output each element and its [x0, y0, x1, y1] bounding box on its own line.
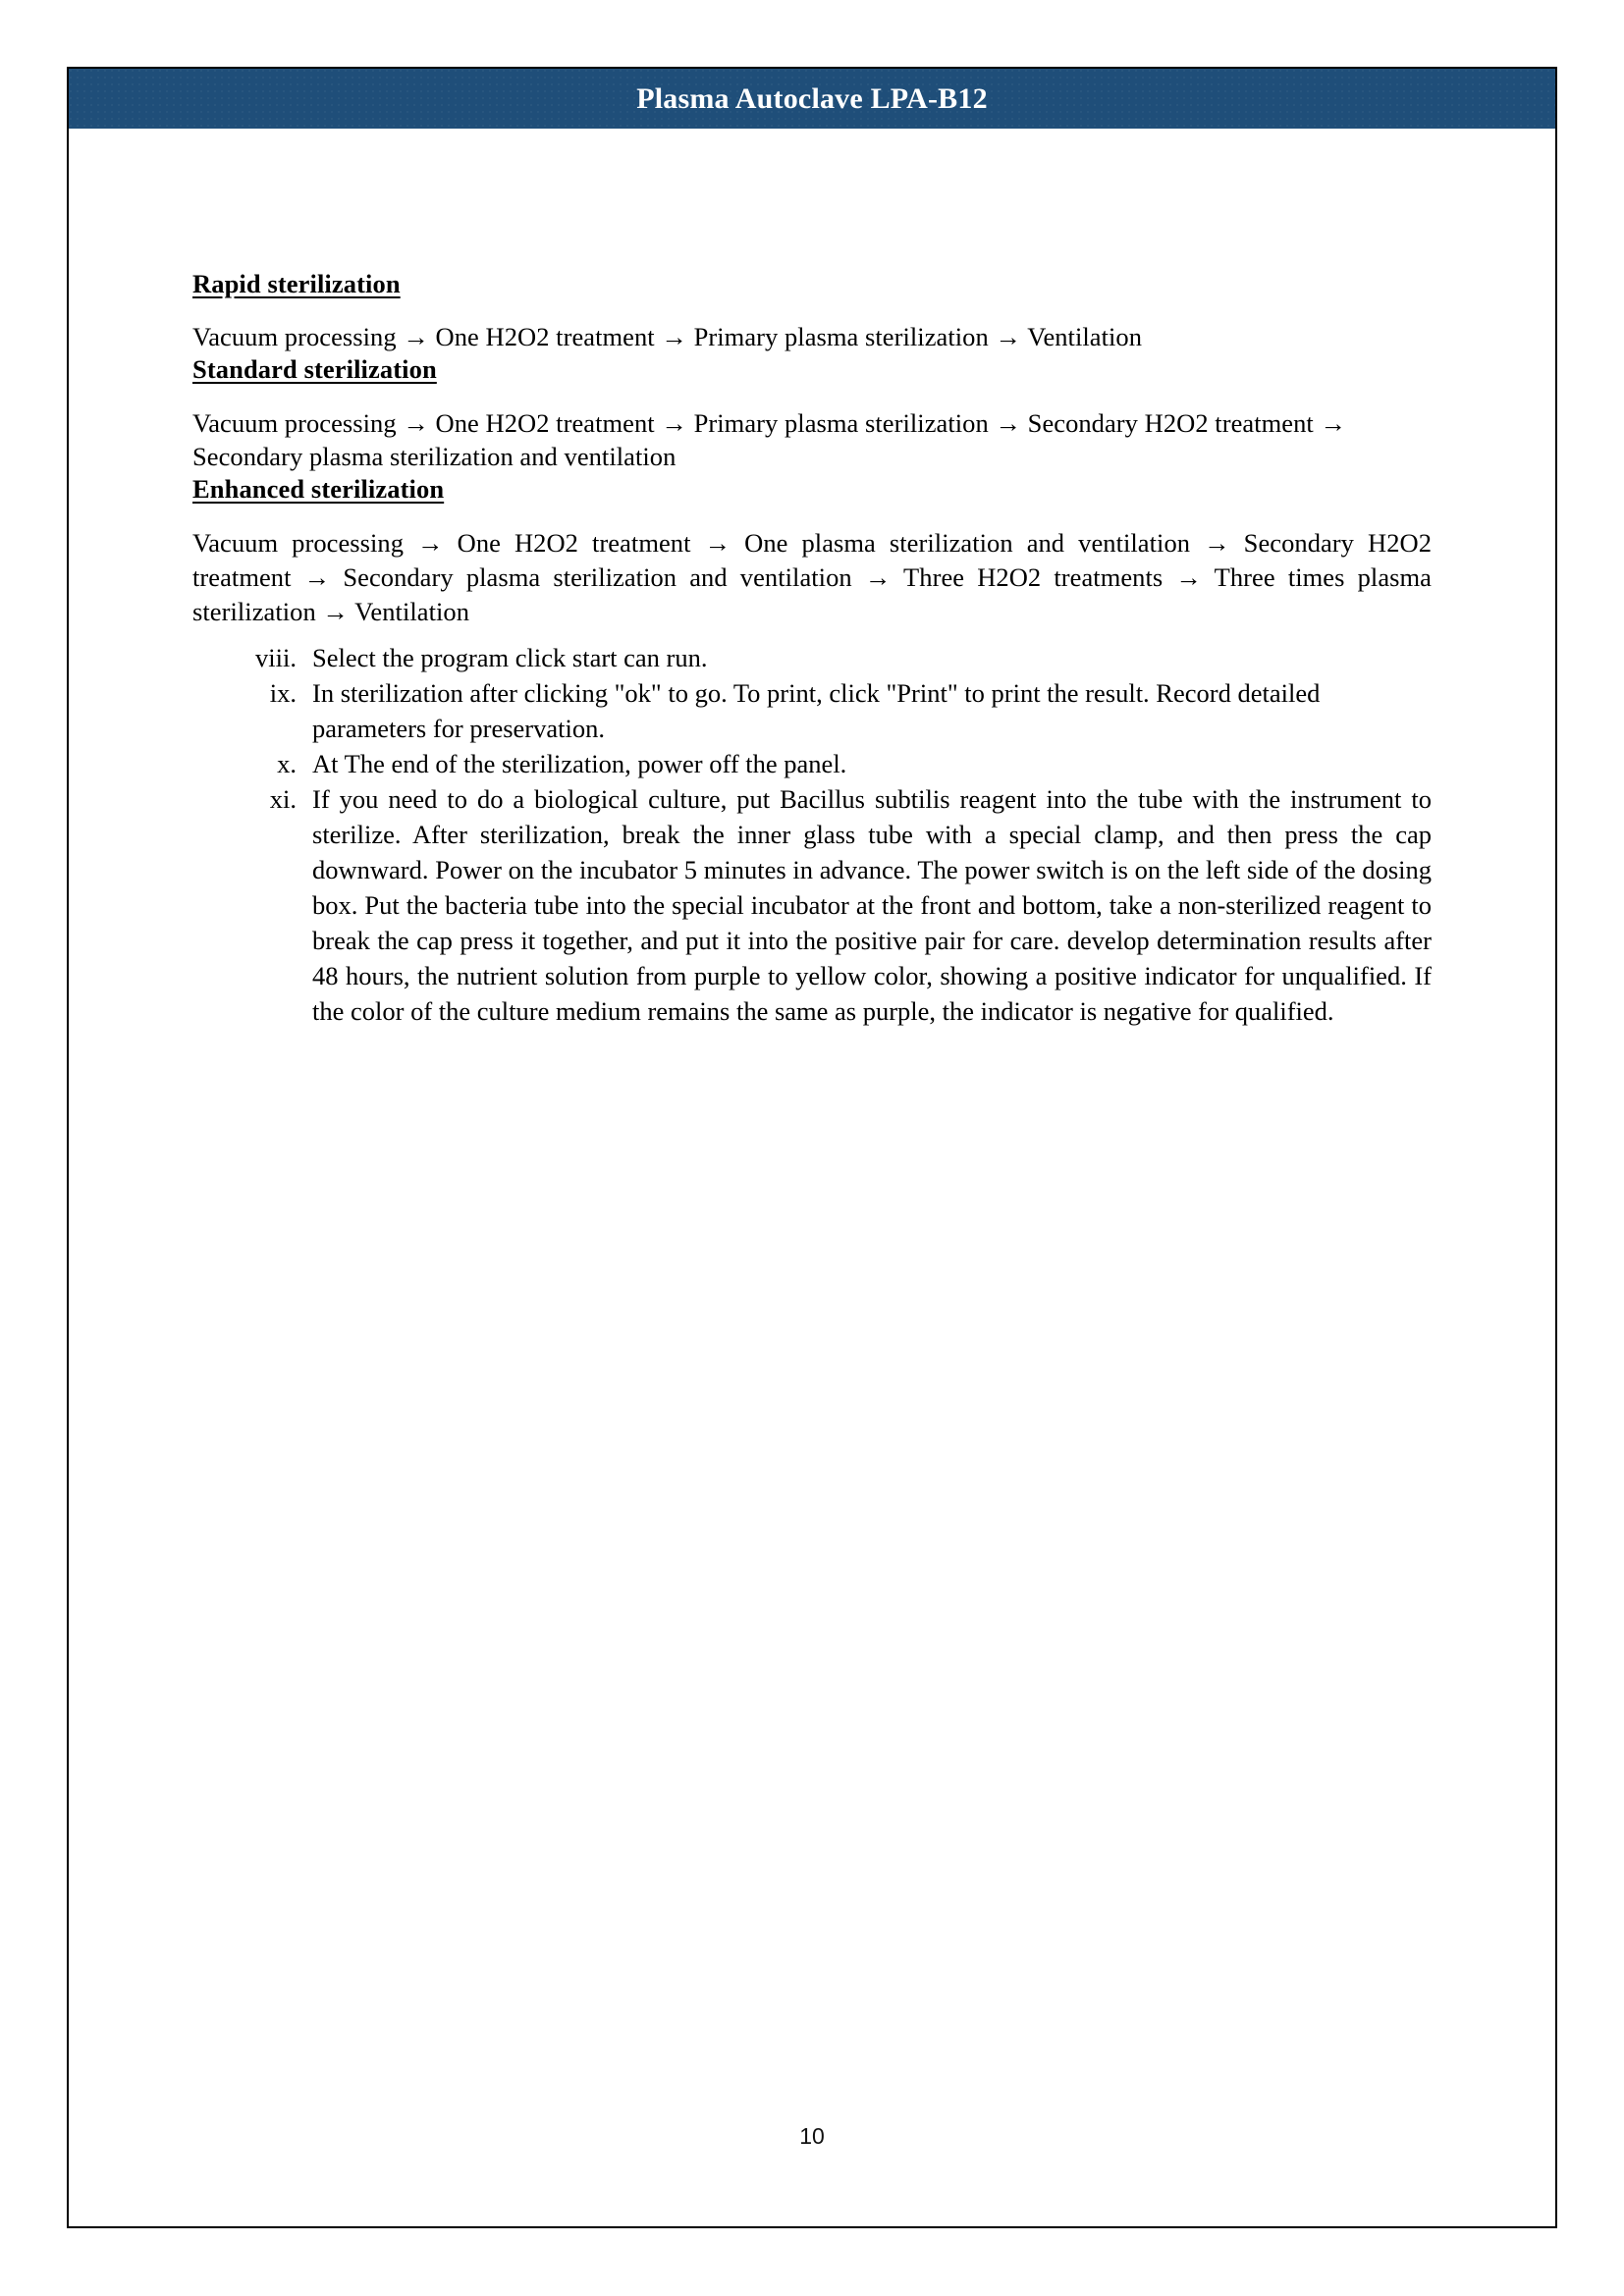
list-item-text: If you need to do a biological culture, put Bacillus subtilis reagent into the tube with the instrument to sterilize. After sterilization, break the inner glass tube with a special clamp, and then press the cap downward. Power on the incubator 5 minutes in advance. The power switch is on the left side of the dosing box. Put the bacteria tube into the special incubator at the front and bottom, take a non-sterilized reagent to break the cap press it together, and put it into the positive pair for care. develop determination results after 48 hours, the nutrient solution from purple to yellow color, showing a positive indicator for unqualified. If the color of the culture medium remains the same as purple, the indicator is negative for qualified. [312, 783, 1432, 1026]
list-item [192, 675, 1432, 746]
section-heading: Standard sterilization [192, 354, 437, 385]
section-standard-sterilization [192, 354, 1432, 474]
list-item-text: Select the program click start can run. [312, 642, 708, 672]
page-number: 10 [799, 2123, 825, 2149]
document-header-banner [69, 69, 1555, 129]
section-paragraph: Vacuum processing → One H2O2 treatment → Primary plasma sterilization → Secondary H2O2 treatment → Secondary plasma sterilization and ventilation [192, 407, 1347, 472]
section-paragraph: Vacuum processing → One H2O2 treatment → One plasma sterilization and ventilation → Secondary H2O2 treatment → Secondary plasma sterilization and ventilation → Three H2O2 treatments → Three times plasma sterilization → Ventilation [192, 527, 1432, 626]
section-enhanced-sterilization [192, 474, 1432, 628]
list-item [192, 781, 1432, 1029]
numbered-instruction-list [192, 640, 1432, 1029]
list-item-text: In sterilization after clicking "ok" to go. To print, click "Print" to print the result. Record detailed parameters for preservation. [312, 677, 1321, 743]
section-paragraph: Vacuum processing → One H2O2 treatment → Primary plasma sterilization → Ventilation [192, 322, 1143, 352]
list-item-marker: viii. [255, 642, 297, 672]
list-item [192, 746, 1432, 781]
document-body [192, 129, 1432, 1029]
list-item-marker: xi. [269, 783, 297, 814]
section-heading: Rapid sterilization [192, 269, 401, 298]
section-rapid-sterilization [192, 269, 1432, 354]
section-heading: Enhanced sterilization [192, 474, 445, 505]
list-item [192, 640, 1432, 675]
document-page [67, 67, 1557, 2228]
list-item-text: At The end of the sterilization, power off the panel. [312, 748, 847, 778]
document-title: Plasma Autoclave LPA-B12 [636, 81, 988, 115]
list-item-marker: x. [277, 748, 297, 778]
list-item-marker: ix. [269, 677, 297, 708]
